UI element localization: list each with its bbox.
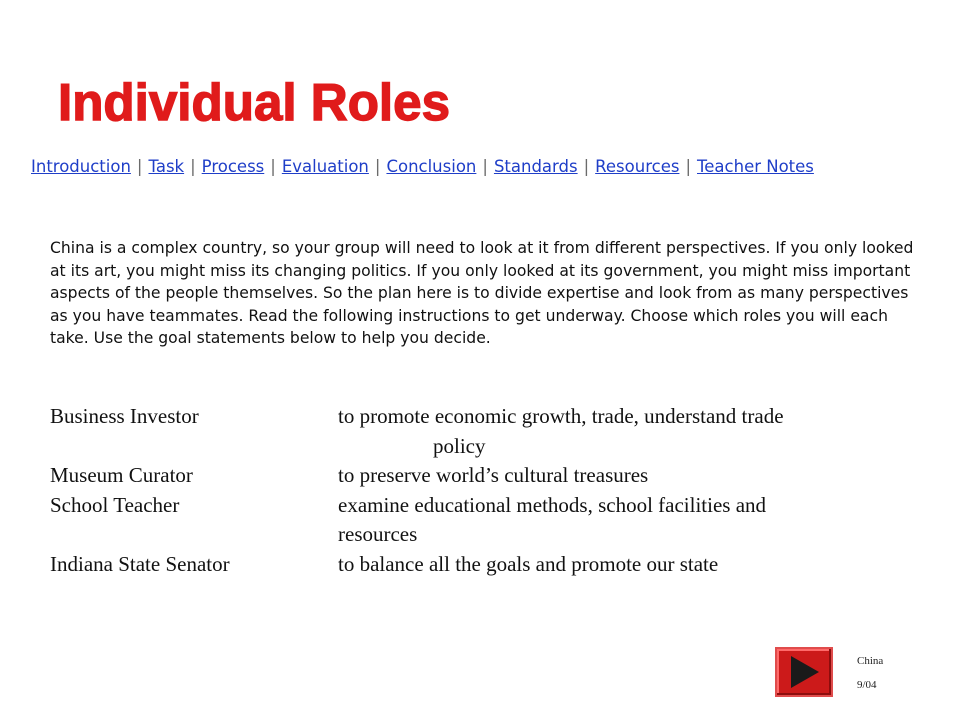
nav-introduction[interactable]: Introduction <box>31 157 131 176</box>
role-name: School Teacher <box>50 492 180 517</box>
role-row <box>50 402 910 461</box>
nav-process[interactable]: Process <box>201 157 265 176</box>
role-name: Museum Curator <box>50 463 193 487</box>
footer-date: 9/04 <box>857 679 877 691</box>
nav-separator: | <box>583 157 590 176</box>
role-goal: to preserve world’s cultural treasures <box>338 463 649 487</box>
role-row <box>50 491 910 550</box>
nav-separator: | <box>685 157 691 176</box>
role-goal-line: examine educational methods, school facilities and <box>338 492 767 517</box>
role-goal: to balance all the goals and promote our state <box>338 551 719 576</box>
nav-teacher-notes[interactable]: Teacher Notes <box>697 157 814 176</box>
nav-standards[interactable]: Standards <box>493 157 578 176</box>
nav-separator: | <box>136 157 143 176</box>
page-title <box>58 66 458 136</box>
roles-list <box>50 402 910 579</box>
role-goal <box>338 402 910 461</box>
nav-separator: | <box>190 157 196 176</box>
play-triangle-icon <box>777 649 831 695</box>
intro-paragraph: China is a complex country, so your group will need to look at it from different perspectives. If you only looked at its art, you might miss its changing politics. If you only looked at its government, you might miss important aspects of the people themselves. So the plan here is to divide expertise and look from as many perspectives as you have teammates. Read the following instructions to get underway. Choose which roles you will each take. Use the goal statements below to help you decide. <box>50 239 914 348</box>
role-goal-line: resources <box>338 522 418 546</box>
page-title-text: Individual Roles <box>58 74 450 132</box>
nav-separator: | <box>374 157 381 176</box>
nav-evaluation[interactable]: Evaluation <box>281 157 369 176</box>
nav-resources[interactable]: Resources <box>595 157 680 176</box>
nav-task[interactable]: Task <box>148 157 185 176</box>
nav-separator: | <box>270 157 276 176</box>
nav-conclusion[interactable]: Conclusion <box>386 157 477 176</box>
nav-bar <box>31 157 936 176</box>
role-row <box>50 550 910 580</box>
role-goal <box>338 491 910 550</box>
role-name: Indiana State Senator <box>50 551 230 576</box>
role-row <box>50 461 910 491</box>
footer-label: China <box>857 655 884 667</box>
role-goal-line: policy <box>433 433 486 458</box>
role-name: Business Investor <box>50 404 199 428</box>
next-button[interactable] <box>775 647 833 697</box>
role-goal-line: to promote economic growth, trade, understand trade <box>338 404 784 428</box>
nav-separator: | <box>482 157 488 176</box>
